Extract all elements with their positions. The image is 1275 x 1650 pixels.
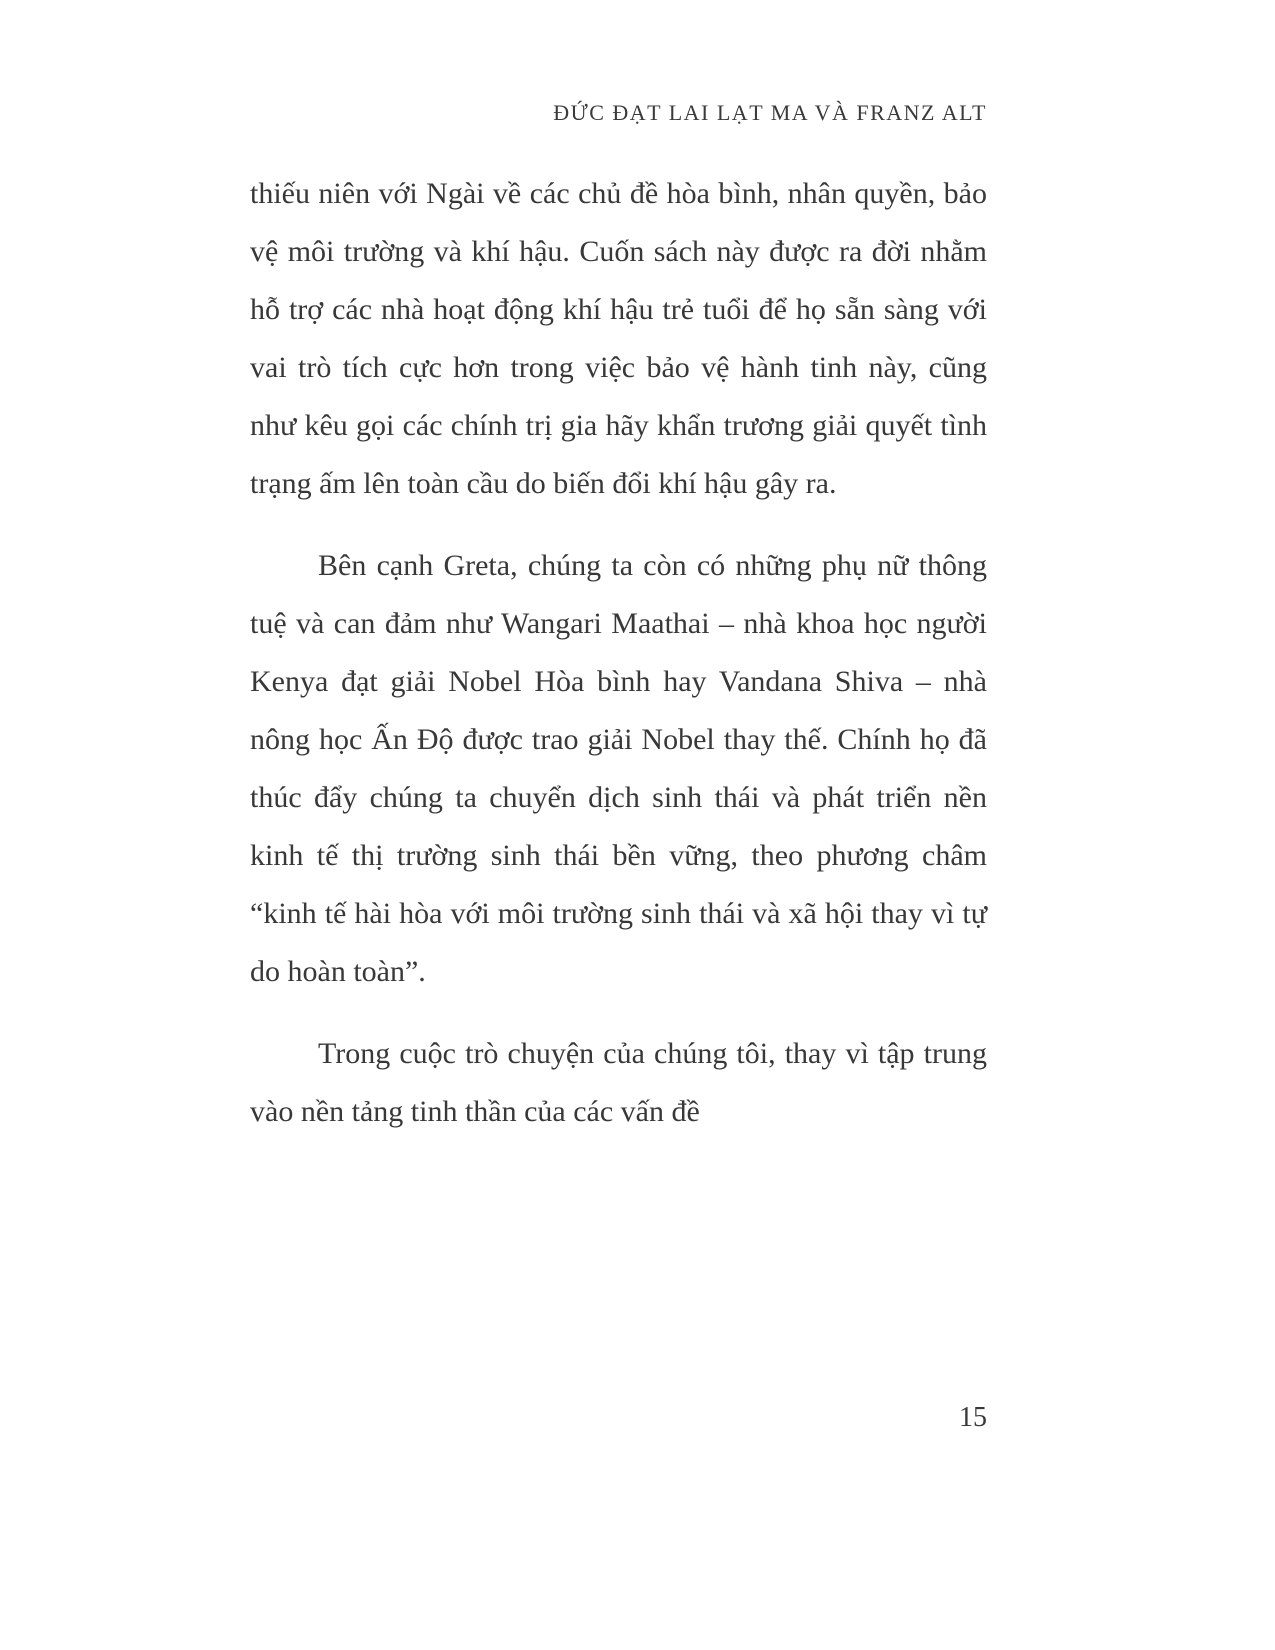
paragraph: Trong cuộc trò chuyện của chúng tôi, thay vì tập trung vào nền tảng tinh thần của các vấn đề bbox=[250, 1037, 987, 1128]
paragraph: thiếu niên với Ngài về các chủ đề hòa bình, nhân quyền, bảo vệ môi trường và khí hậu. Cuốn sách này được ra đời nhằm hỗ trợ các nhà hoạt động khí hậu trẻ tuổi để họ sẵn sàng với vai trò tích cực hơn trong việc bảo vệ hành tinh này, cũng như kêu gọi các chính trị gia hãy khẩn trương giải quyết tình trạng ấm lên toàn cầu do biến đổi khí hậu gây ra. bbox=[250, 177, 987, 500]
page-number: 15 bbox=[959, 1402, 987, 1433]
running-header: ĐỨC ĐẠT LAI LẠT MA VÀ FRANZ ALT bbox=[553, 100, 987, 125]
paragraph: Bên cạnh Greta, chúng ta còn có những phụ nữ thông tuệ và can đảm như Wangari Maathai – nhà khoa học người Kenya đạt giải Nobel Hòa bình hay Vandana Shiva – nhà nông học Ấn Độ được trao giải Nobel thay thế. Chính họ đã thúc đẩy chúng ta chuyển dịch sinh thái và phát triển nền kinh tế thị trường sinh thái bền vững, theo phương châm “kinh tế hài hòa với môi trường sinh thái và xã hội thay vì tự do hoàn toàn”. bbox=[250, 549, 987, 988]
page-body bbox=[250, 165, 987, 1165]
